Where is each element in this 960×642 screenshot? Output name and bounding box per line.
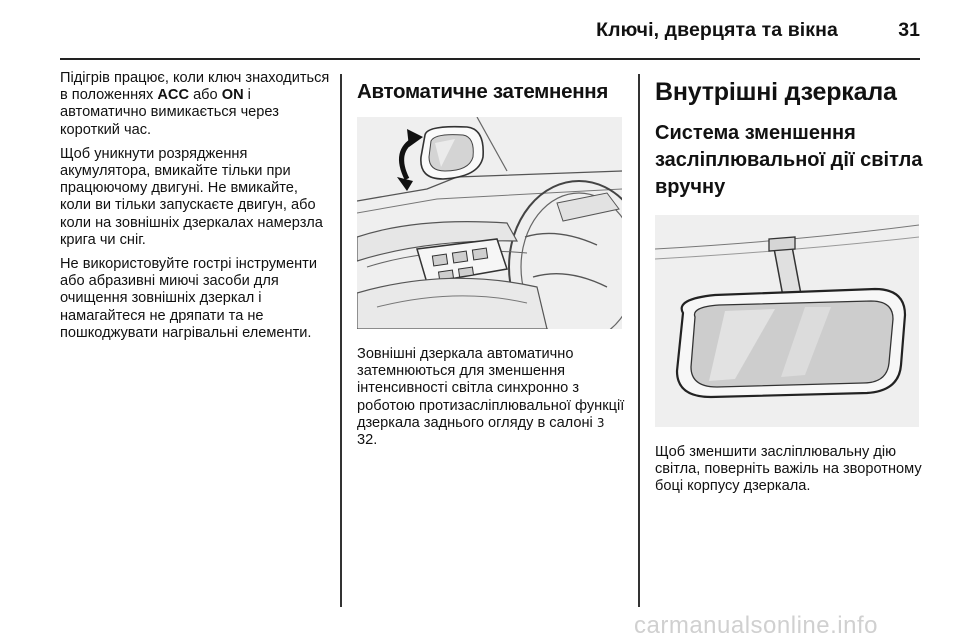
interior-mirror-drawing <box>655 215 919 427</box>
exterior-mirror-illustration <box>357 117 622 329</box>
subsection-heading: Система зменшення засліплювальної дії світла вручну <box>655 122 923 198</box>
watermark: carmanualsonline.info <box>634 612 878 639</box>
paragraph-cleaning: Не використовуйте гострі інструменти або абразивні миючі засоби для очищення зовнішніх дзеркал і намагайтеся не дряпати та не пошкоджувати нагрівальні елементи. <box>60 256 317 341</box>
acc-position: ACC <box>157 87 190 104</box>
paragraph-heating <box>60 70 332 139</box>
paragraph-battery: Щоб уникнути розрядження акумулятора, вмикайте тільки при працюючому двигуні. Не вмикайте, коли ви тільки запускаєте двигун, або коли на зовнішніх дзеркалах намерзла крига чи сніг. <box>60 145 323 248</box>
column-divider <box>638 74 640 607</box>
column-1 <box>60 70 332 349</box>
interior-mirror-illustration <box>655 215 919 427</box>
column-divider <box>340 74 342 607</box>
page-number: 31 <box>898 19 920 41</box>
interior-mirror-caption: Щоб зменшити засліплювальну дію світла, поверніть важіль на зворотному боці корпусу дзеркала. <box>655 444 922 495</box>
page-reference-icon[interactable]: 3 <box>596 415 605 430</box>
exterior-mirror-drawing <box>357 117 622 329</box>
section-heading: Автоматичне затемнення <box>357 80 609 103</box>
paragraph-text: або <box>189 87 222 104</box>
paragraph-text: і автоматично вимикається через короткий час. <box>60 87 279 138</box>
section-heading: Внутрішні дзеркала <box>655 78 897 106</box>
column-2 <box>357 70 625 456</box>
header-title: Ключі, дверцята та вікна <box>596 19 838 41</box>
on-position: ON <box>221 87 244 104</box>
header-rule <box>60 58 920 60</box>
page-reference-number[interactable]: 32. <box>357 432 378 449</box>
exterior-mirror-caption <box>357 346 625 449</box>
column-3 <box>655 70 925 503</box>
paragraph-text: Підігрів працює, коли ключ знаходиться в положеннях <box>60 70 330 104</box>
caption-text: Зовнішні дзеркала автоматично затемнюються для зменшення інтенсивності світла синхронно з роботою протизасліплювальної функції дзеркала заднього огляду в салоні <box>357 346 625 431</box>
page-header <box>60 0 920 60</box>
